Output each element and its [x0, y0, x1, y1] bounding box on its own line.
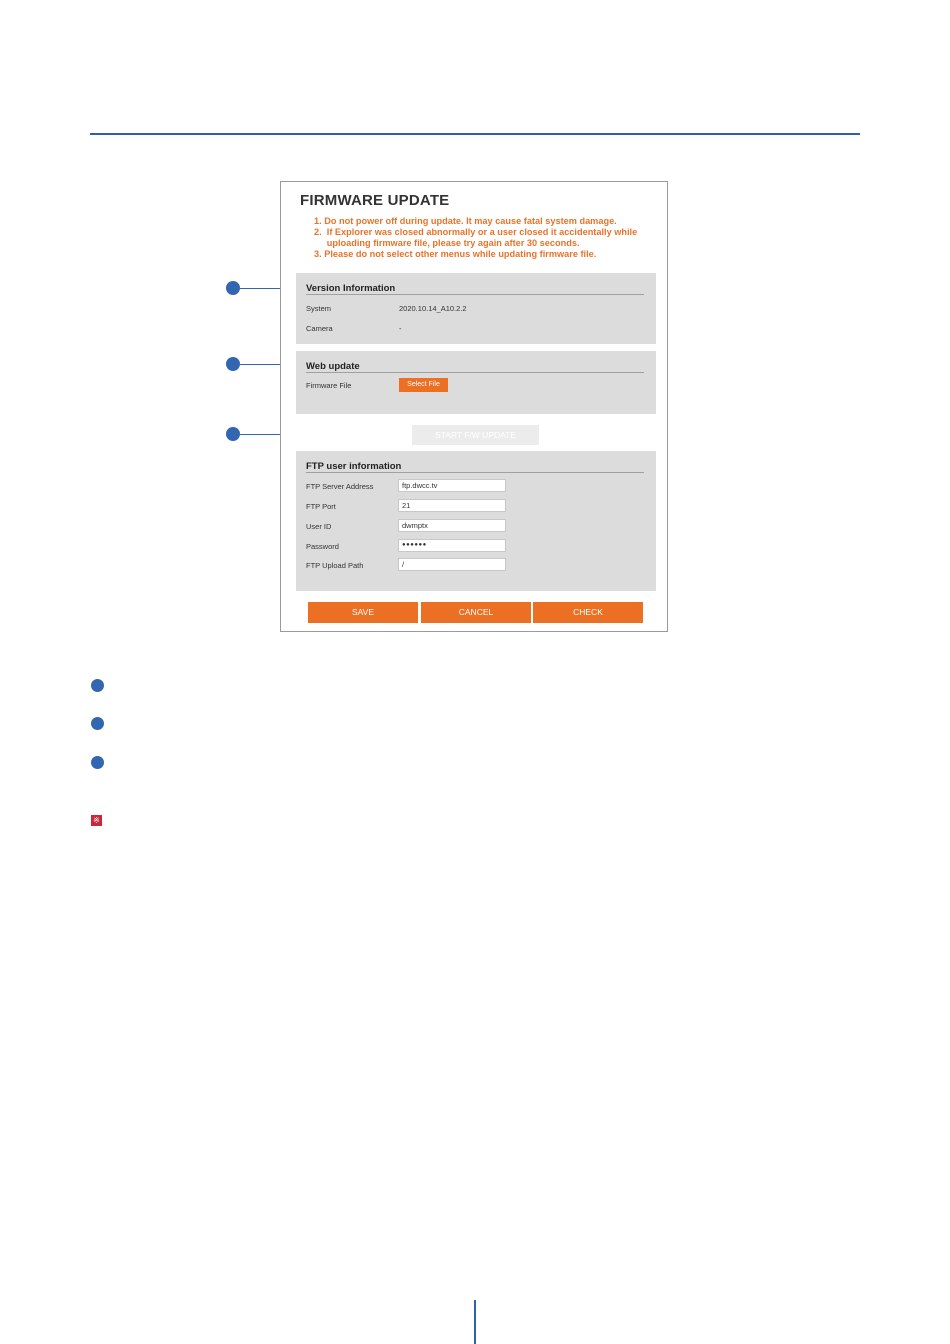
warning-list	[314, 216, 637, 260]
section-divider	[306, 372, 644, 373]
warning-line: 3. Please do not select other menus while updating firmware file.	[314, 249, 597, 259]
ftp-info-section	[296, 451, 656, 591]
callout-marker-3	[226, 427, 240, 441]
version-info-heading: Version Information	[306, 283, 396, 294]
password-input[interactable]: ●●●●●●	[398, 539, 506, 552]
web-update-heading: Web update	[306, 361, 360, 372]
user-id-input[interactable]: dwmptx	[398, 519, 506, 532]
footer-rule	[474, 1300, 476, 1344]
ftp-port-input[interactable]: 21	[398, 499, 506, 512]
system-version: 2020.10.14_A10.2.2	[399, 304, 467, 313]
panel-title: FIRMWARE UPDATE	[300, 192, 450, 209]
note-icon: ※	[91, 815, 102, 826]
callout-marker-1	[226, 281, 240, 295]
system-label: System	[306, 304, 332, 313]
ftp-path-label: FTP Upload Path	[306, 561, 364, 570]
ftp-server-label: FTP Server Address	[306, 482, 374, 491]
user-id-label: User ID	[306, 522, 332, 531]
start-fw-update-button[interactable]: START F/W UPDATE	[412, 425, 539, 445]
callout-marker-2	[226, 357, 240, 371]
ftp-path-input[interactable]: /	[398, 558, 506, 571]
cancel-button[interactable]: CANCEL	[421, 602, 531, 623]
ftp-info-heading: FTP user information	[306, 461, 402, 472]
version-info-section	[296, 273, 656, 344]
camera-version: -	[399, 324, 402, 333]
warning-line: 1. Do not power off during update. It may cause fatal system damage.	[314, 216, 617, 226]
section-divider	[306, 472, 644, 473]
header-rule	[90, 133, 860, 135]
save-button[interactable]: SAVE	[308, 602, 418, 623]
warning-line: 2. If Explorer was closed abnormally or a user closed it accidentally while	[314, 227, 638, 237]
legend-marker-2	[91, 717, 104, 730]
ftp-server-input[interactable]: ftp.dwcc.tv	[398, 479, 506, 492]
password-label: Password	[306, 542, 339, 551]
ftp-port-label: FTP Port	[306, 502, 336, 511]
select-file-button[interactable]: Select File	[399, 378, 448, 392]
warning-line: uploading firmware file, please try again after 30 seconds.	[314, 238, 580, 248]
firmware-update-panel	[280, 181, 668, 632]
check-button[interactable]: CHECK	[533, 602, 643, 623]
section-divider	[306, 294, 644, 295]
firmware-file-label: Firmware File	[306, 381, 352, 390]
camera-label: Camera	[306, 324, 333, 333]
legend-marker-3	[91, 756, 104, 769]
legend-marker-1	[91, 679, 104, 692]
web-update-section	[296, 351, 656, 414]
